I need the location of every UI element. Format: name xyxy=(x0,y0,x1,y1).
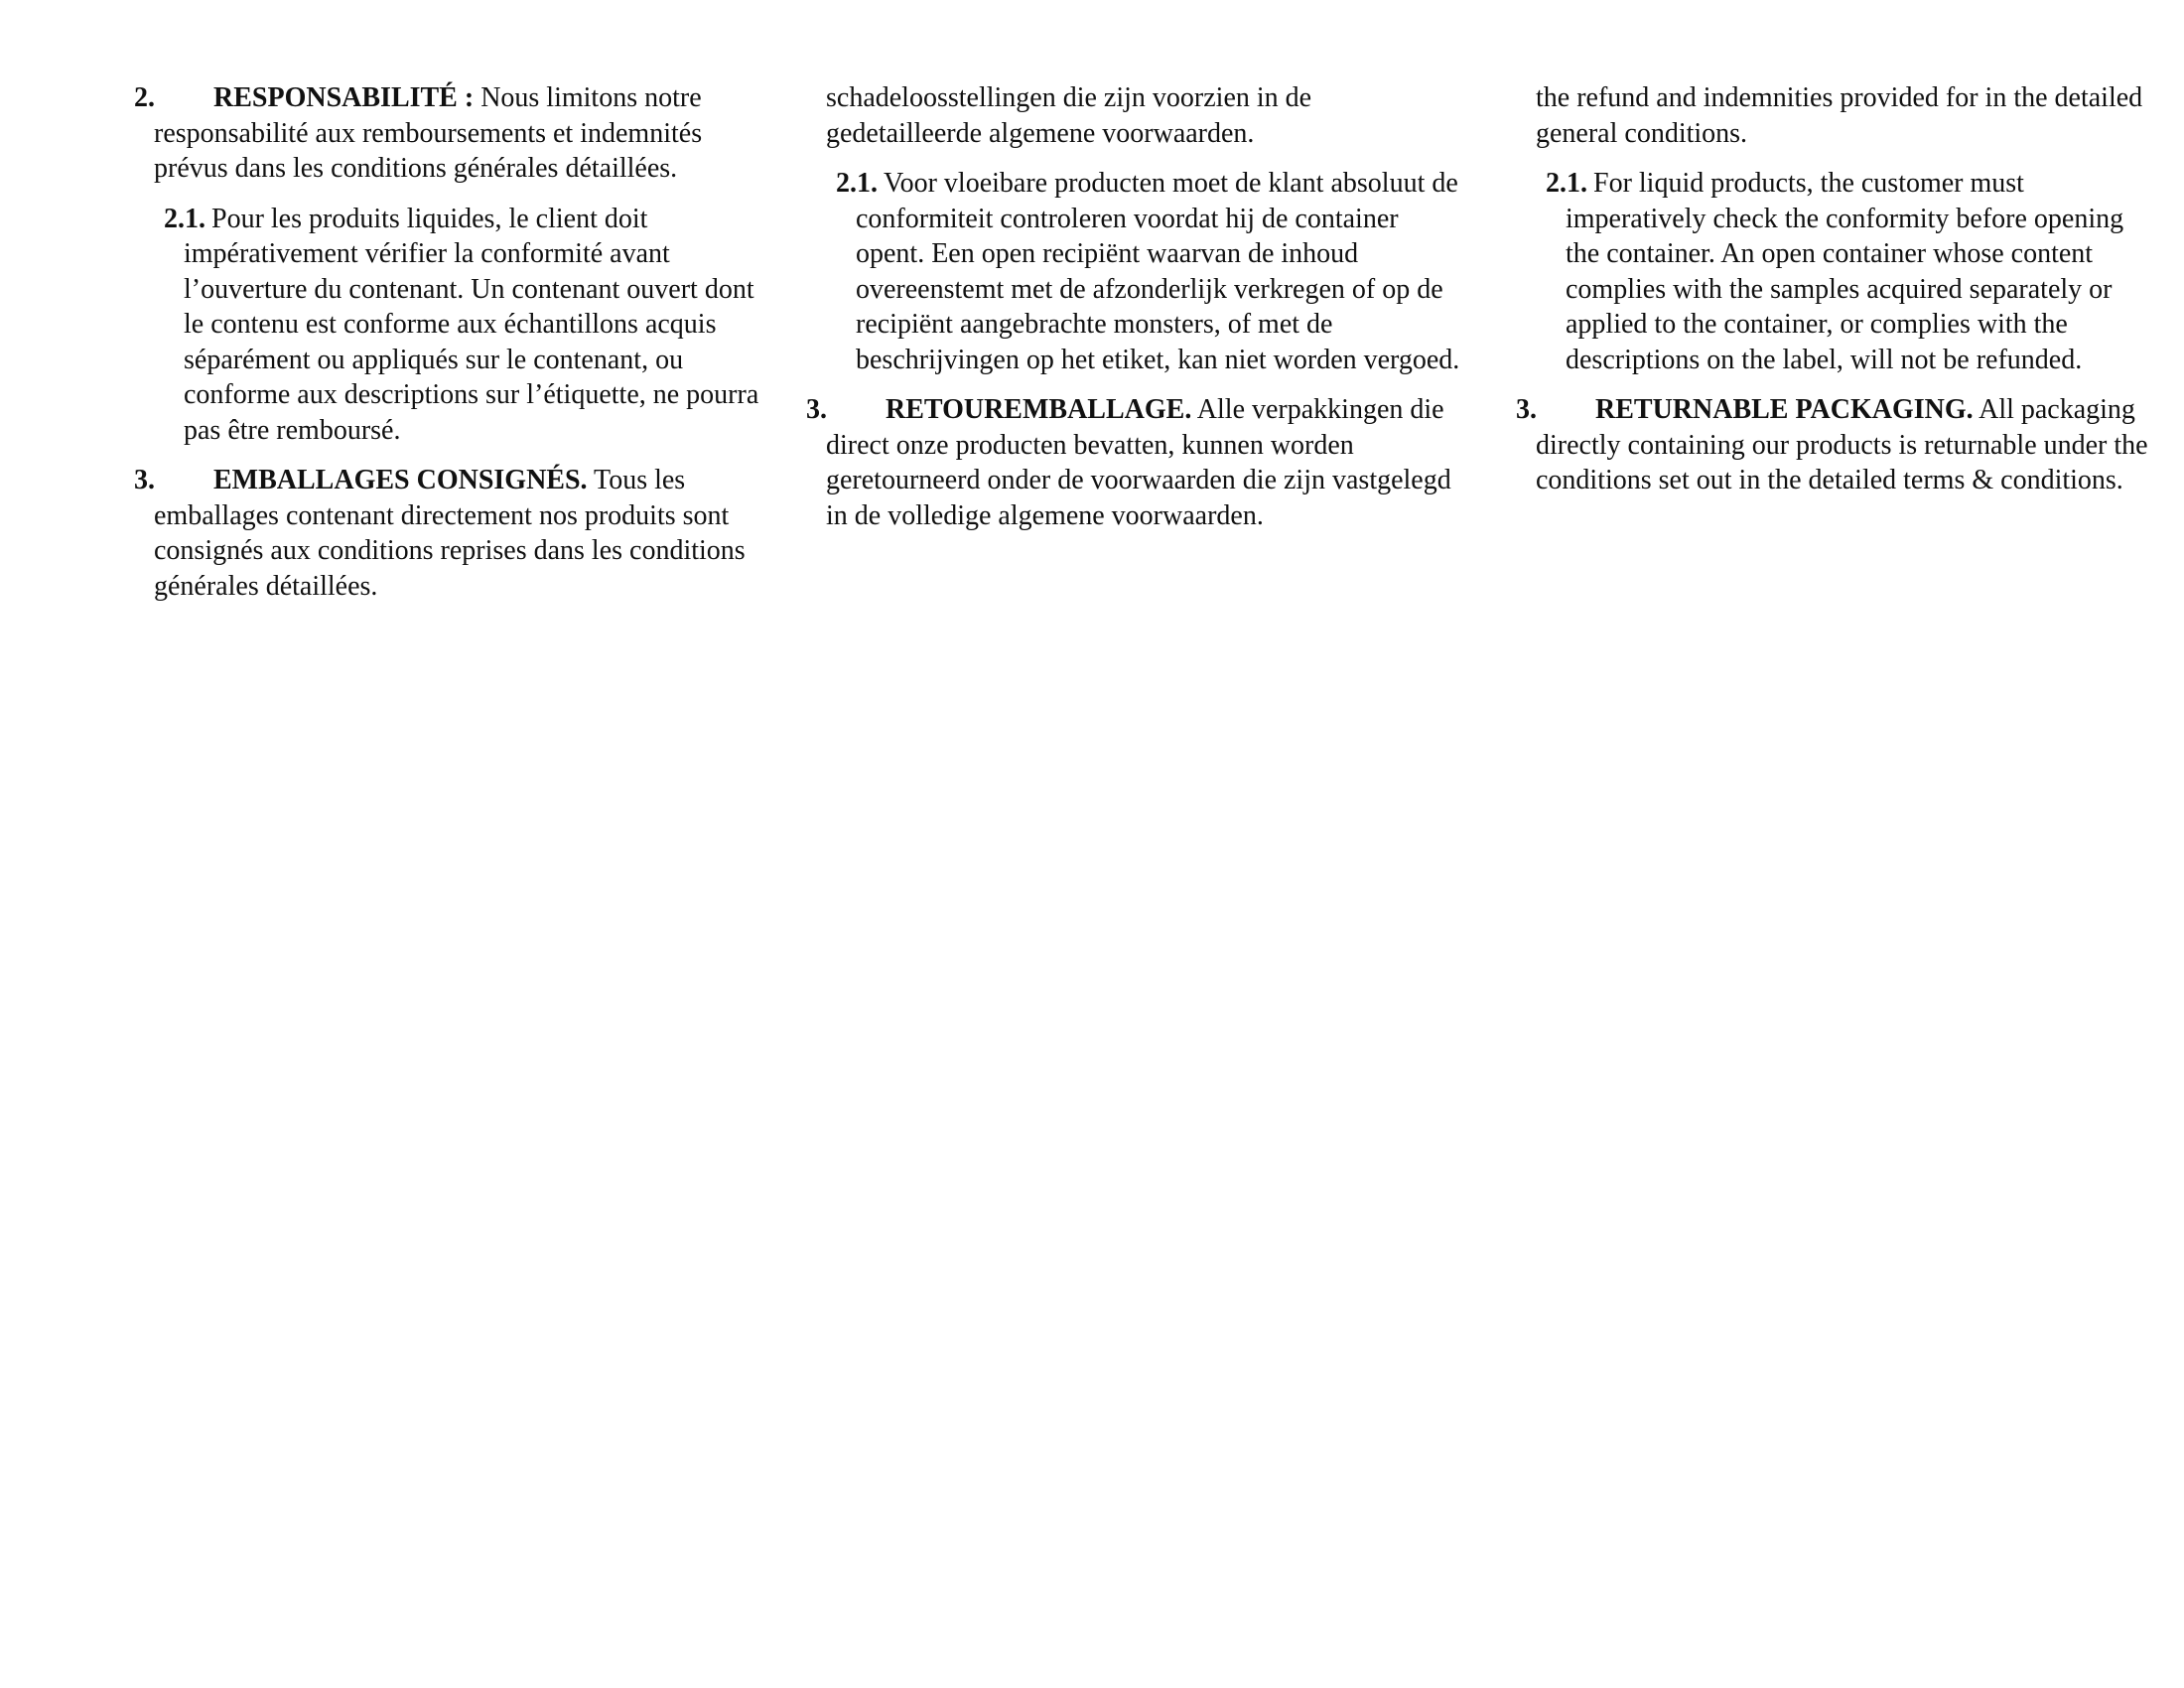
subsection-text: Pour les produits liquides, le client doit impérativement vérifier la conformité avant l’ouverture du contenant. Un contenant ouvert dont le contenu est conforme aux échantillons acquis séparément ou appliqués sur le contenant, ou conforme aux descriptions sur l’étiquette, ne pourra pas être remboursé. xyxy=(184,203,759,446)
column-french xyxy=(134,80,769,619)
section-text: Tous les emballages contenant directement nos produits sont consignés aux conditions reprises dans les conditions générales détaillées. xyxy=(154,465,746,602)
subsection-text: Voor vloeibare producten moet de klant absoluut de conformiteit controleren voordat hij de container opent. Een open recipiënt waarvan de inhoud overeenstemt met de afzonderlijk verkregen of op de recipiënt aangebrachte monsters, of met de beschrijvingen op het etiket, kan niet worden vergoed. xyxy=(856,168,1460,375)
section-heading: RETURNABLE PACKAGING. xyxy=(1595,394,1974,425)
section-heading: EMBALLAGES CONSIGNÉS. xyxy=(213,465,588,495)
subsection-text: For liquid products, the customer must imperatively check the conformity before opening the container. An open container whose content complies with the samples acquired separately or applied to the container, or complies with the descriptions on the label, will not be refunded. xyxy=(1566,168,2124,375)
section-2-1-liquid-products-nl xyxy=(806,166,1471,377)
section-number: 3. xyxy=(134,465,155,495)
section-heading: RESPONSABILITÉ : xyxy=(213,82,475,113)
section-2-liability-fr xyxy=(134,80,769,187)
section-3-packaging-en xyxy=(1516,392,2151,498)
section-number: 3. xyxy=(1516,394,1537,425)
section-2-1-liquid-products-fr xyxy=(134,202,769,449)
section-2-1-liquid-products-en xyxy=(1516,166,2151,377)
section-number: 3. xyxy=(806,394,827,425)
section-2-continuation-en: the refund and indemnities provided for in the detailed general conditions. xyxy=(1536,82,2143,149)
section-text: Alle verpakkingen die direct onze producten bevatten, kunnen worden geretourneerd onder de voorwaarden die zijn vastgelegd in de volledige algemene voorwaarden. xyxy=(826,394,1451,531)
section-2-continuation-nl: schadeloosstellingen die zijn voorzien in de gedetailleerde algemene voorwaarden. xyxy=(826,82,1312,149)
column-english xyxy=(1516,80,2151,513)
section-3-packaging-nl xyxy=(806,392,1471,533)
subsection-number: 2.1. xyxy=(836,168,878,199)
subsection-number: 2.1. xyxy=(164,203,205,234)
section-text: Nous limitons notre responsabilité aux remboursements et indemnités prévus dans les conditions générales détaillées. xyxy=(154,82,703,184)
section-3-packaging-fr xyxy=(134,463,769,604)
column-dutch xyxy=(806,80,1471,548)
section-number: 2. xyxy=(134,82,155,113)
section-heading: RETOUREMBALLAGE. xyxy=(886,394,1192,425)
subsection-number: 2.1. xyxy=(1546,168,1587,199)
section-text: All packaging directly containing our products is returnable under the conditions set out in the detailed terms & conditions. xyxy=(1536,394,2148,495)
